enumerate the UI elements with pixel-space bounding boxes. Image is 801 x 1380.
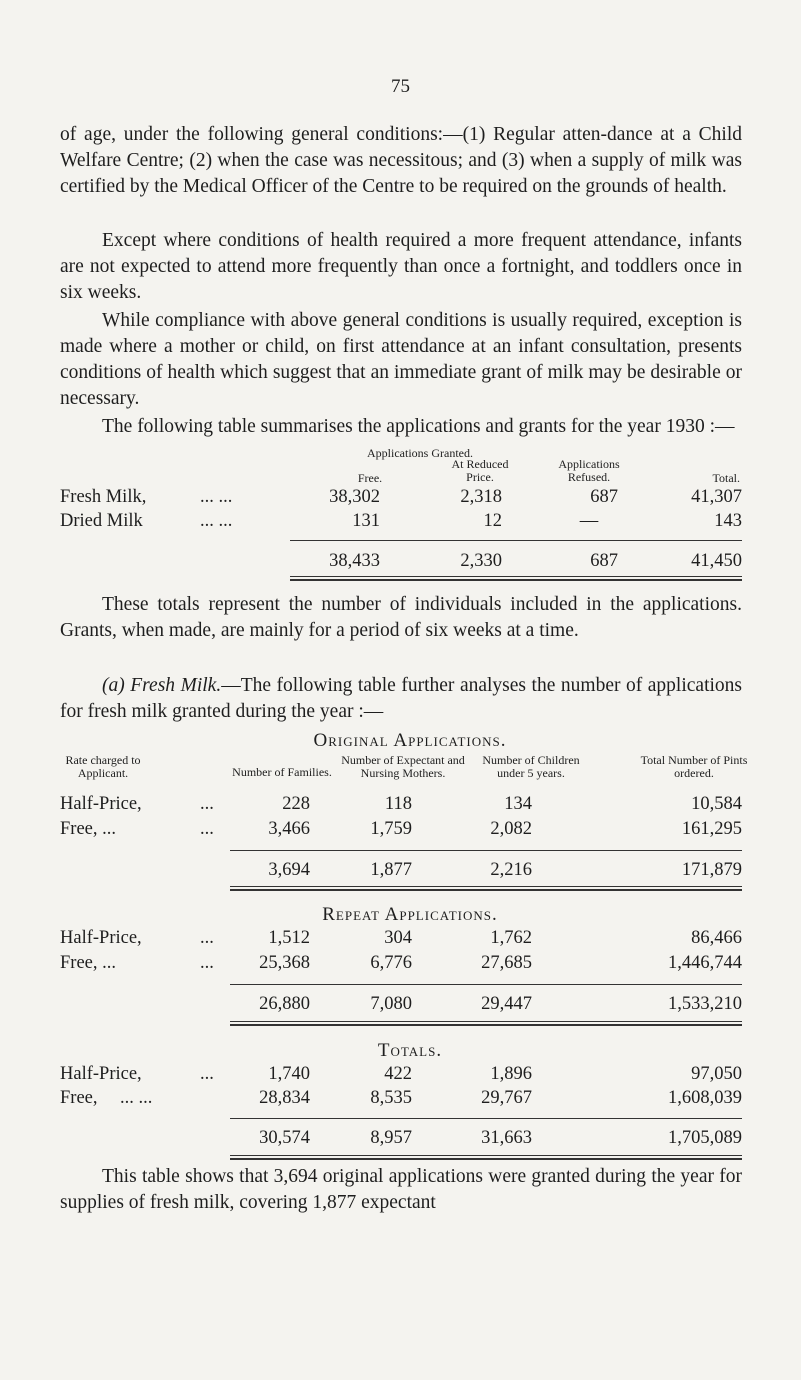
subtotal-rule	[230, 984, 742, 985]
total-mothers: 1,877	[370, 860, 412, 880]
cell-pints: 97,050	[691, 1064, 742, 1084]
total-free: 38,433	[329, 551, 380, 571]
cell-pints: 1,608,039	[668, 1088, 742, 1108]
row-label: Half-Price,	[60, 928, 142, 948]
total-pints: 1,705,089	[668, 1128, 742, 1148]
total-pints: 1,533,210	[668, 994, 742, 1014]
cell-reduced: 12	[483, 511, 502, 531]
cell-refused: 687	[590, 487, 618, 507]
total-families: 3,694	[268, 860, 310, 880]
cell-reduced: 2,318	[460, 487, 502, 507]
cell-mothers: 6,776	[370, 953, 412, 973]
paragraph-totals-explanation: These totals represent the number of individuals included in the applications. Grants, when made, are mainly for a period of six weeks at a time.	[60, 594, 742, 641]
section-title-original: Original Applications.	[313, 730, 507, 751]
col-header-mothers: Number of Expectant and Nursing Mothers.	[341, 753, 465, 780]
row-label: Free, ...	[60, 953, 116, 973]
total-double-rule	[230, 1155, 742, 1160]
total-mothers: 7,080	[370, 994, 412, 1014]
row-label: Half-Price,	[60, 1064, 142, 1084]
col-header-free: Free.	[357, 471, 383, 485]
row-leader: ... ...	[120, 1088, 153, 1108]
cell-total: 41,307	[691, 487, 742, 507]
cell-pints: 86,466	[691, 928, 742, 948]
section-title-totals: Totals.	[377, 1040, 443, 1061]
col-header-pints: Total Number of Pints ordered.	[640, 753, 748, 780]
total-families: 26,880	[259, 994, 310, 1014]
subtotal-rule	[290, 540, 742, 541]
paragraph-fresh-milk	[60, 673, 742, 725]
cell-pints: 1,446,744	[668, 953, 742, 973]
cell-families: 25,368	[259, 953, 310, 973]
page-number: 75	[391, 76, 410, 97]
cell-children: 27,685	[481, 953, 532, 973]
fresh-milk-heading: (a) Fresh Milk.	[102, 675, 222, 696]
paragraph-attendance: Except where conditions of health required a more frequent attendance, infants are not expected to attend more frequently than once a fortnight, and toddlers once in six weeks.	[60, 230, 742, 303]
paragraph-compliance: While compliance with above general conditions is usually required, exception is made where a mother or child, on first attendance at an infant consultation, presents conditions of health which suggest that an immediate grant of milk may be desirable or necessary.	[60, 310, 742, 409]
fresh-milk-text: —The following table further analyses the number of applications for fresh milk granted during the year :—	[60, 675, 743, 722]
row-leader: ...	[200, 928, 214, 948]
row-label: Dried Milk	[60, 511, 143, 531]
col-header-reduced: At Reduced Price.	[451, 457, 509, 484]
paragraph-conditions: of age, under the following general conditions:—(1) Regular atten-dance at a Child Welfare Centre; (2) when the case was necessitous; and (3) when a supply of milk was certified by the Medical Officer of the Centre to be required on the grounds of health.	[60, 124, 742, 197]
row-leader: ... ...	[200, 511, 233, 531]
row-leader: ... ...	[200, 487, 233, 507]
cell-total: 143	[714, 511, 742, 531]
paragraph-summary-intro: The following table summarises the applications and grants for the year 1930 :—	[102, 416, 735, 437]
col-header-total: Total.	[712, 471, 740, 485]
cell-mothers: 304	[384, 928, 412, 948]
cell-free: 131	[352, 511, 380, 531]
cell-families: 1,740	[268, 1064, 310, 1084]
paragraph-final: This table shows that 3,694 original applications were granted during the year for supplies of fresh milk, covering 1,877 expectant	[60, 1166, 742, 1213]
col-header-children: Number of Children under 5 years.	[482, 753, 580, 780]
row-leader: ...	[200, 794, 214, 814]
row-leader: ...	[200, 953, 214, 973]
row-leader: ...	[200, 819, 214, 839]
total-refused: 687	[590, 551, 618, 571]
cell-families: 3,466	[268, 819, 310, 839]
cell-families: 1,512	[268, 928, 310, 948]
row-label: Half-Price,	[60, 794, 142, 814]
cell-refused: —	[579, 511, 599, 531]
col-header-rate: Rate charged to Applicant.	[65, 753, 141, 780]
total-double-rule	[230, 1021, 742, 1026]
cell-children: 1,896	[490, 1064, 532, 1084]
cell-free: 38,302	[329, 487, 380, 507]
cell-children: 134	[504, 794, 532, 814]
total-children: 2,216	[490, 860, 532, 880]
cell-children: 2,082	[490, 819, 532, 839]
total-children: 29,447	[481, 994, 532, 1014]
cell-children: 29,767	[481, 1088, 532, 1108]
cell-pints: 10,584	[691, 794, 742, 814]
cell-mothers: 422	[384, 1064, 412, 1084]
cell-mothers: 8,535	[370, 1088, 412, 1108]
total-double-rule	[230, 886, 742, 891]
total-total: 41,450	[691, 551, 742, 571]
cell-mothers: 118	[384, 794, 412, 814]
cell-mothers: 1,759	[370, 819, 412, 839]
col-header-refused: Applications Refused.	[558, 457, 620, 484]
cell-children: 1,762	[490, 928, 532, 948]
row-label: Free,	[60, 1088, 98, 1108]
total-children: 31,663	[481, 1128, 532, 1148]
col-header-families: Number of Families.	[232, 765, 332, 779]
row-label: Free, ...	[60, 819, 116, 839]
total-pints: 171,879	[681, 860, 742, 880]
section-title-repeat: Repeat Applications.	[322, 904, 498, 925]
row-leader: ...	[200, 1064, 214, 1084]
cell-families: 28,834	[259, 1088, 310, 1108]
cell-families: 228	[282, 794, 310, 814]
total-double-rule	[290, 576, 742, 581]
total-families: 30,574	[259, 1128, 310, 1148]
subtotal-rule	[230, 1118, 742, 1119]
row-label: Fresh Milk,	[60, 487, 147, 507]
total-reduced: 2,330	[460, 551, 502, 571]
total-mothers: 8,957	[370, 1128, 412, 1148]
group-header: Applications Granted.	[367, 446, 473, 460]
subtotal-rule	[230, 850, 742, 851]
cell-pints: 161,295	[681, 819, 742, 839]
